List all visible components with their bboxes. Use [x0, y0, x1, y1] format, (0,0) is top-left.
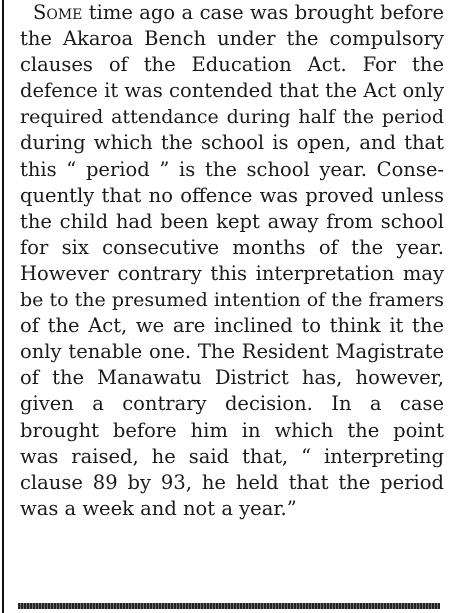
article-line-10: for six consecutive months of the year.	[20, 235, 444, 259]
article-line-4: defence it was contended that the Act only	[20, 79, 444, 103]
article-line-3: clauses of the Education Act. For the	[20, 53, 444, 77]
article-line-16: given a contrary decision. In a case	[20, 392, 444, 416]
article-line-20: was a week and not a year.”	[20, 496, 297, 520]
article-line-11: However contrary this interpretation may	[20, 261, 444, 285]
article-line-8: quently that no offence was proved unless	[20, 183, 444, 207]
column-rule-left	[2, 0, 4, 613]
article-line-15: of the Manawatu District has, however,	[20, 366, 444, 390]
newspaper-article	[20, 0, 444, 522]
article-line-18: was raised, he said that, “ interpreting	[20, 444, 444, 468]
article-line-14: only tenable one. The Resident Magistrate	[20, 340, 444, 364]
article-line-5: required attendance during half the period	[20, 106, 444, 129]
article-line-9: the child had been kept away from school	[20, 209, 444, 233]
article-line-13: of the Act, we are inclined to think it the	[20, 314, 444, 338]
article-line-19: clause 89 by 93, he held that the period	[20, 470, 444, 494]
article-line-17: brought before him in which the point	[20, 418, 444, 442]
article-line-1-text: time ago a case was brought before	[82, 1, 444, 24]
article-line-1	[20, 0, 444, 26]
article-line-7: this “ period ” is the school year. Conse-	[20, 157, 444, 181]
section-divider-rule	[18, 603, 440, 609]
article-line-12: be to the presumed intention of the framers	[20, 289, 444, 312]
article-line-2: the Akaroa Bench under the compulsory	[20, 27, 444, 51]
lead-word: Some	[33, 1, 83, 24]
article-line-6: during which the school is open, and that	[20, 131, 444, 155]
